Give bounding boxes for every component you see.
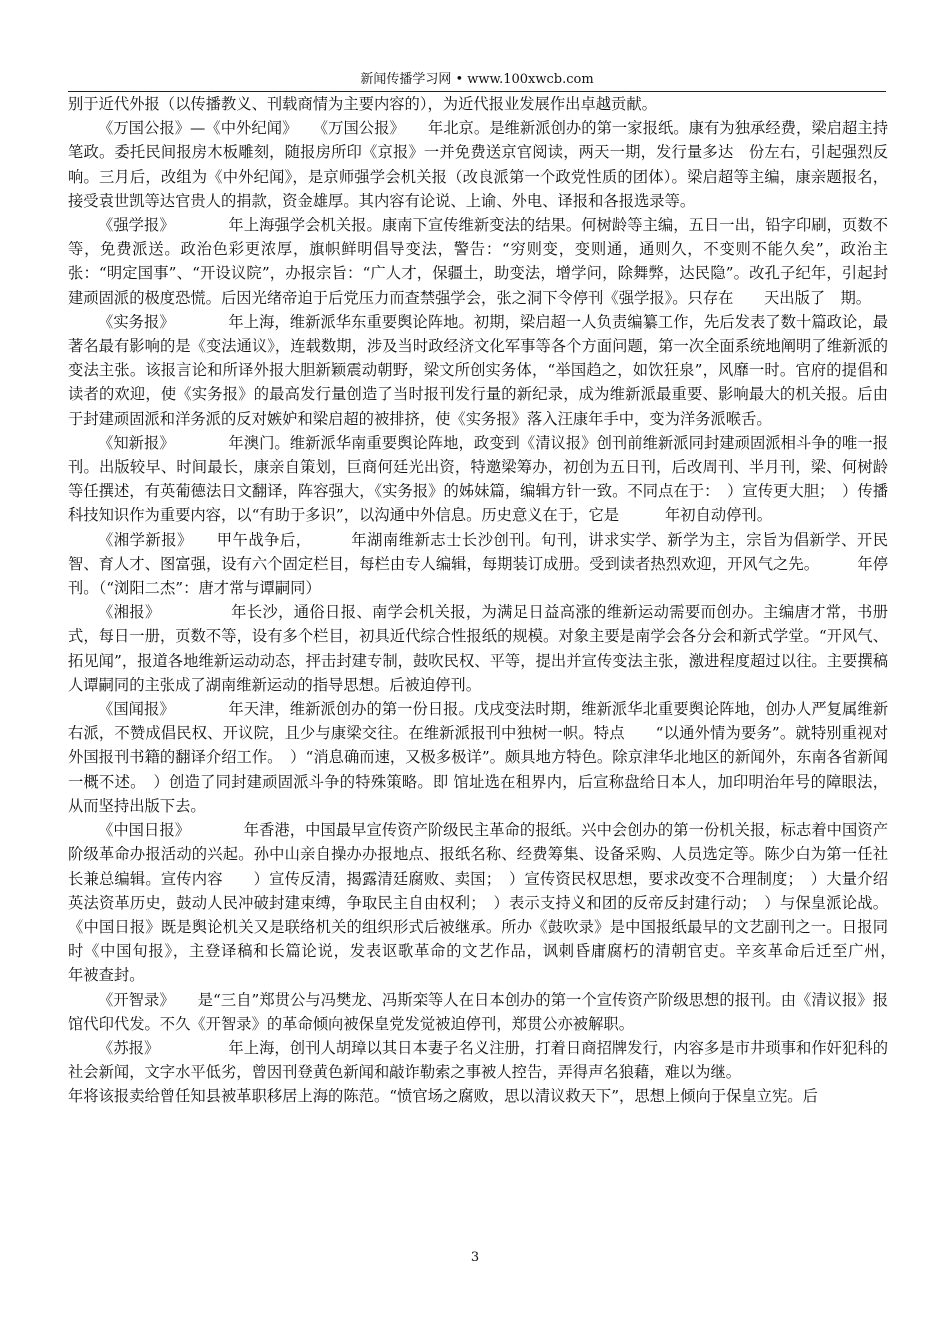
header-site-text: 新闻传播学习网 • www.100xwcb.com — [360, 72, 594, 87]
paragraph-su-bao-continuation: 年将该报卖给曾任知县被革职移居上海的陈范。“愤官场之腐败，思以清议救天下”，思想上倾向于保皇立宪。后 — [68, 1087, 818, 1106]
paragraph-su-bao: 《苏报》 年上海，创刊人胡璋以其日本妻子名义注册，打着日商招牌发行，内容多是市井琐事和作奸犯科的社会新闻，文字水平低劣，曾因刊登黄色新闻和敲诈勒索之事被人控告，弄得声名狼藉，难以为继。 — [68, 1038, 888, 1082]
page-number: 3 — [470, 1250, 480, 1265]
paragraph-shiwu-bao: 《实务报》 年上海，维新派华东重要舆论阵地。初期，梁启超一人负责编纂工作，先后发表了数十篇政论，最著名最有影响的是《变法通议》，连载数期，涉及当时政经济文化军事等各个方面问题，第一次全面系统地阐明了维新派的变法主张。该报言论和所译外报大胆新颖震动朝野，梁文所创实务体，“举国趋之，如饮狂泉”，风靡一时。官府的提倡和读者的欢迎，使《实务报》的最高发行量创造了当时报刊发行量的新纪录，成为维新派最重要、影响最大的机关报。后由于封建顽固派和洋务派的反对嫉妒和梁启超的被排挤，使《实务报》落入汪康年手中，变为洋务派喉舌。 — [68, 312, 888, 428]
paragraph-guowen-bao: 《国闻报》 年天津，维新派创办的第一份日报。戊戌变法时期，维新派华北重要舆论阵地，创办人严复属维新右派，不赞成倡民权、开议院，且少与康梁交往。在维新派报刊中独树一帜。特点 “以通外情为要务”。就特别重视对外国报刊书籍的翻译介绍工作。 ）“消息确而速，又极多极详”。颇具地方特色。除京津华北地区的新闻外，东南各省新闻一概不述。 ）创造了同封建顽固派斗争的特殊策略。即 馆址选在租界内，后宣称盘给日本人，加印明治年号的障眼法，从而坚持出版下去。 — [68, 700, 888, 815]
paragraph-qiangxue-bao: 《强学报》 年上海强学会机关报。康南下宣传维新变法的结果。何树龄等主编，五日一出，铅字印刷，页数不等，免费派送。政治色彩更浓厚，旗帜鲜明倡导变法，警告：“穷则变，变则通，通则久，不变则不能久矣”，政治主张：“明定国事”、“开设议院”，办报宗旨：“广人才，保疆土，助变法，增学问，除舞弊，达民隐”。改孔子纪年，引起封建顽固派的极度恐慌。后因光绪帝迫于后党压力而查禁强学会，张之洞下令停刊《强学报》。只存在 天出版了 期。 — [68, 216, 888, 307]
paragraph-kaizhi-lu: 《开智录》 是“三自”郑贯公与冯樊龙、冯斯栾等人在日本创办的第一个宣传资产阶级思想的报刊。由《清议报》报馆代印代发。不久《开智录》的革命倾向被保皇党发觉被迫停刊，郑贯公亦被解职。 — [68, 990, 888, 1033]
paragraph-xiangxue-xinbao: 《湘学新报》 甲午战争后， 年湖南维新志士长沙创刊。旬刊，讲求实学、新学为主，宗旨为倡新学、开民智、育人才、图富强，设有六个固定栏目，每栏由专人编辑，每期装订成册。受到读者热烈欢迎，开风气之先。 年停刊。（“浏阳二杰”：唐才常与谭嗣同） — [68, 530, 888, 598]
page-header — [68, 69, 886, 92]
paragraph-xiang-bao: 《湘报》 年长沙，通俗日报、南学会机关报，为满足日益高涨的维新运动需要而创办。主编唐才常，书册式，每日一册，页数不等，设有多个栏目，初具近代综合性报纸的规模。对象主要是南学会各分会和新式学堂。“开风气、拓见闻”，报道各地维新运动动态，抨击封建专制，鼓吹民权、平等，提出并宣传变法主张，激进程度超过以往。主要撰稿人谭嗣同的主张成了湖南维新运动的指导思想。后被迫停刊。 — [68, 603, 888, 694]
paragraph-zhongguo-ribao: 《中国日报》 年香港，中国最早宣传资产阶级民主革命的报纸。兴中会创办的第一份机关报，标志着中国资产阶级革命办报活动的兴起。孙中山亲自操办办报地点、报纸名称、经费筹集、设备采购、人员选定等。陈少白为第一任社长兼总编辑。宣传内容 ）宣传反清，揭露清廷腐败、卖国； ）宣传资民权思想，要求改变不合理制度； ）大量介绍英法资革历史，鼓动人民冲破封建束缚，争取民主自由权利； ）表示支持义和团的反帝反封建行动； ）与保皇派论战。《中国日报》既是舆论机关又是联络机关的组织形式后被继承。所办《鼓吹录》是中国报纸最早的文艺副刊之一。日报同时《中国旬报》，主登译稿和长篇论说，发表讴歌革命的文艺作品，讽刺昏庸腐朽的清朝官吏。辛亥革命后迁至广州， 年被查封。 — [68, 821, 934, 985]
paragraph-wanguo-gongbao: 《万国公报》—《中外纪闻》 《万国公报》 年北京。是维新派创办的第一家报纸。康有为独承经费，梁启超主持笔政。委托民间报房木板雕刻，随报房所印《京报》一并免费送京官阅读，两天一期，发行量多达 份左右，引起强烈反响。三月后，改组为《中外纪闻》，是京师强学会机关报（改良派第一个政党性质的团体）。梁启超等主编，康亲题报名，接受袁世凯等达官贵人的捐款，资金雄厚。其内容有论说、上谕、外电、译报和各报选录等。 — [68, 119, 888, 210]
paragraph-zhixin-bao: 《知新报》 年澳门。维新派华南重要舆论阵地，政变到《清议报》创刊前维新派同封建顽固派相斗争的唯一报刊。出版较早、时间最长，康亲自策划，巨商何廷光出资，特邀梁筹办，初创为五日刊，后改周刊、半月刊，梁、何树龄等任撰述，有英葡德法日文翻译，阵容强大，《实务报》的姊妹篇，编辑方针一致。不同点在于： ）宣传更大胆； ）传播科技知识作为重要内容，以“有助于多识”，以沟通中外信息。历史意义在于，它是 年初自动停刊。 — [68, 433, 888, 525]
paragraph-intro-continuation: 别于近代外报（以传播教义、刊载商情为主要内容的），为近代报业发展作出卓越贡献。 — [68, 95, 657, 113]
body-text — [68, 92, 934, 1109]
